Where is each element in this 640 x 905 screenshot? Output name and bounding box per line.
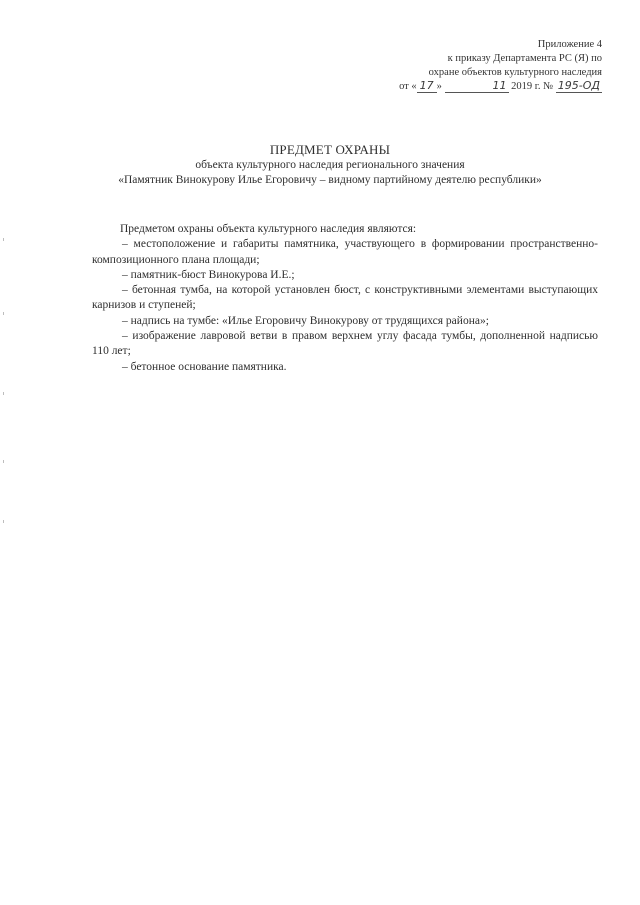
title-block [60, 142, 600, 188]
protection-item-1: – местоположение и габариты памятника, участвующего в формировании пространственно-композиционного плана площади; [92, 238, 598, 266]
protection-item-3: – бетонная тумба, на которой установлен бюст, с конструктивными элементами выступающих карнизов и ступеней; [92, 284, 598, 312]
scan-edge-mark [3, 238, 4, 241]
date-mid: » [436, 81, 442, 92]
annex-line-1: Приложение 4 [537, 39, 602, 50]
handwritten-order-number: 195-ОД [557, 79, 600, 92]
annex-date-line [382, 80, 602, 94]
protection-item-5: – изображение лавровой ветви в правом верхнем углу фасада тумбы, дополненной надписью 110 лет; [92, 330, 598, 358]
annex-line-2: к приказу Департамента РС (Я) по [447, 53, 602, 64]
protection-items [92, 222, 598, 375]
protection-item-6: – бетонное основание памятника. [122, 360, 287, 373]
protection-item-4: – надпись на тумбе: «Илье Егоровичу Винокурову от трудящихся района»; [122, 314, 489, 327]
scan-edge-mark [3, 520, 4, 523]
handwritten-day: 17 [417, 80, 437, 93]
scan-edge-mark [3, 312, 4, 315]
protection-item-2: – памятник-бюст Винокурова И.Е.; [122, 268, 295, 281]
date-prefix: от « [399, 81, 417, 92]
handwritten-month: 11 [445, 80, 509, 93]
scan-edge-mark [3, 460, 4, 463]
document-subtitle: объекта культурного наследия регионального значения [195, 159, 465, 171]
scan-edge-mark [3, 392, 4, 395]
annex-line-3: охране объектов культурного наследия [428, 67, 602, 78]
year-text: 2019 г. № [511, 81, 554, 92]
monument-name: «Памятник Винокурову Илье Егоровичу – видному партийному деятелю республики» [118, 174, 542, 186]
annex-header [382, 38, 602, 94]
document-title: ПРЕДМЕТ ОХРАНЫ [269, 142, 391, 157]
intro-paragraph: Предметом охраны объекта культурного наследия являются: [120, 223, 417, 235]
